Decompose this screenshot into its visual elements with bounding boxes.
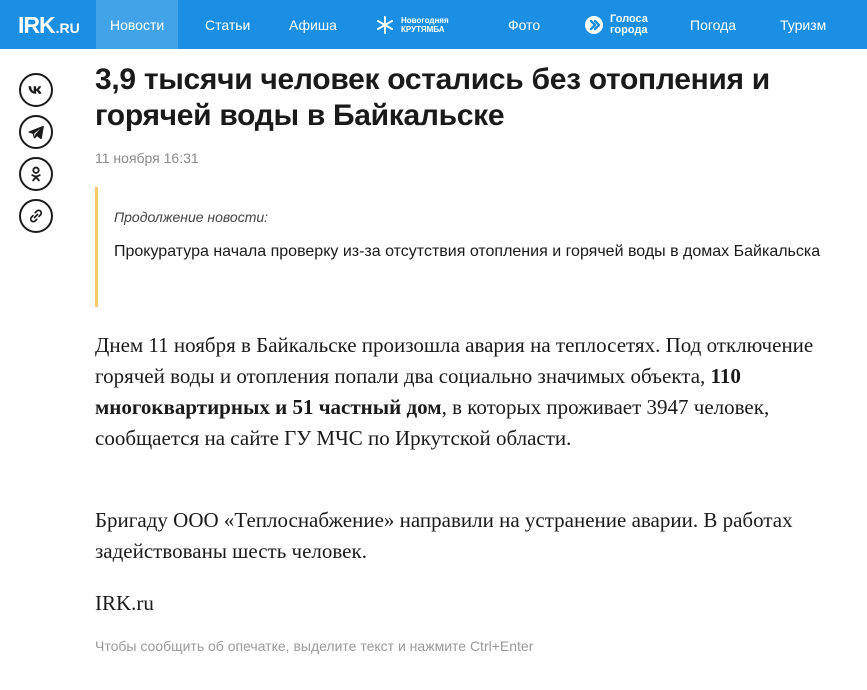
continuation-link[interactable]: Прокуратура начала проверку из-за отсутствия отопления и горячей воды в домах Байкальска [114,243,821,260]
top-navigation [0,0,867,49]
site-logo[interactable] [18,12,80,38]
article-paragraph: Бригаду ООО «Теплоснабжение» направили на устранение аварии. В работах задействованы шесть человек. [95,508,793,563]
publish-date: 11 ноября 16:31 [95,150,199,166]
promo-line-2: КРУТЯМБА [401,24,445,34]
link-icon [27,207,45,225]
article-title: 3,9 тысячи человек остались без отопления и горячей воды в Байкальске [95,63,770,132]
voices-line-1: Голоса [610,12,648,25]
article-paragraph [95,330,835,454]
share-column [19,73,53,241]
nav-item-tourism[interactable] [780,0,826,49]
vk-icon [27,81,45,99]
nav-item-label: Погода [690,16,737,33]
continuation-block [95,187,835,307]
share-telegram-button[interactable] [19,115,53,149]
nav-item-label: Новости [110,16,165,33]
promo-line-1: Новогодняя [401,15,449,25]
snowflake-icon [375,15,395,35]
nav-item-voices[interactable] [584,0,648,49]
article-source: IRK.ru [95,591,154,615]
logo-brand: IRK [18,12,55,38]
nav-item-label: Афиша [289,16,337,33]
logo-tld: .RU [55,20,80,36]
voices-line-2: города [610,23,648,36]
nav-item-new-year-promo[interactable] [375,0,449,49]
continuation-label: Продолжение новости: [114,209,269,225]
paragraph-text: , в которых проживает 3947 человек, сообщается на сайте ГУ МЧС по Иркутской области. [95,395,770,450]
share-odnoklassniki-button[interactable] [19,157,53,191]
nav-item-label: Фото [508,16,541,33]
paragraph-text: Днем 11 ноября в Байкальске произошла авария на теплосетях. Под отключение горячей воды и отопления попали два социально значимых объекта, [95,333,814,388]
typo-report-hint: Чтобы сообщить об опечатке, выделите текст и нажмите Ctrl+Enter [95,638,534,654]
nav-item-afisha[interactable] [289,0,337,49]
nav-item-weather[interactable] [690,0,736,49]
nav-item-label: Туризм [780,16,827,33]
nav-item-photo[interactable] [508,0,540,49]
voices-icon [584,15,604,35]
nav-item-articles[interactable] [205,0,250,49]
nav-item-label: Статьи [205,16,251,33]
copy-link-button[interactable] [19,199,53,233]
share-vk-button[interactable] [19,73,53,107]
paragraph-bold-text: 110 многоквартирных и 51 частный дом [95,364,741,419]
odnoklassniki-icon [27,165,45,183]
nav-item-news[interactable] [96,0,178,49]
telegram-icon [27,123,45,141]
